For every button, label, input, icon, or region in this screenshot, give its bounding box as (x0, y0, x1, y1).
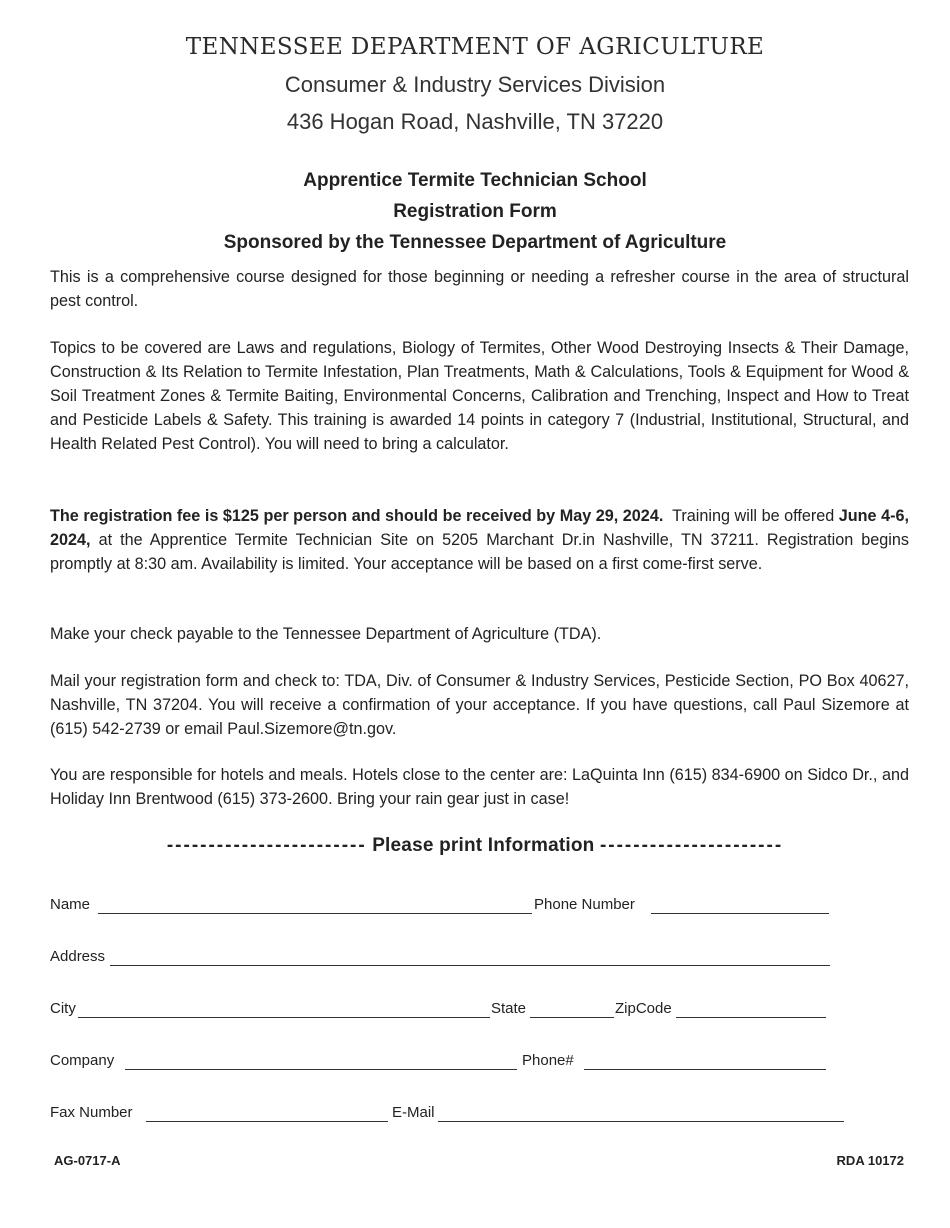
sponsor-title: Sponsored by the Tennessee Department of Agriculture (223, 232, 727, 253)
phone2-field[interactable] (584, 1069, 826, 1070)
fee-text-a: Training will be offered (672, 507, 835, 525)
divider-dashes-left: ------------------------ (166, 835, 367, 856)
fax-number-field[interactable] (146, 1121, 388, 1122)
form-code-left: AG-0717-A (54, 1153, 121, 1168)
form-title: Registration Form (393, 201, 557, 222)
check-paragraph: Make your check payable to the Tennessee Department of Agriculture (TDA). (50, 625, 602, 643)
intro-paragraph: This is a comprehensive course designed for those beginning or needing a refresher course in the area of structural pest control. (50, 268, 909, 310)
fax-number-label: Fax Number (50, 1104, 133, 1121)
address-row (50, 948, 850, 972)
fee-text-b: at the Apprentice Termite Technician Site on 5205 Marchant Dr.in Nashville, TN 37211. Registration begins promptly at 8:30 am. Availability is limited. Your acceptance will be based on a first come-first serve. (50, 531, 909, 573)
divider-label: Please print Information (372, 835, 595, 856)
address-field[interactable] (110, 965, 830, 966)
fax-email-row (50, 1104, 850, 1128)
topics-paragraph: Topics to be covered are Laws and regulations, Biology of Termites, Other Wood Destroying Insects & Their Damage, Construction & Its Relation to Termite Infestation, Plan Treatments, Math & Calculations, Tools & Equipment for Wood & Soil Treatment Zones & Termite Baiting, Environmental Concerns, Calibration and Trenching, Inspect and How to Treat and Pesticide Labels & Safety. This training is awarded 14 points in category 7 (Industrial, Institutional, Structural, and Health Related Pest Control). You will need to bring a calculator. (50, 339, 909, 453)
divider-dashes-right: ---------------------- (599, 835, 784, 856)
division-name: Consumer & Industry Services Division (284, 72, 666, 97)
print-info-divider (0, 835, 950, 857)
school-title: Apprentice Termite Technician School (303, 170, 647, 191)
email-field[interactable] (438, 1121, 844, 1122)
name-phone-row (50, 896, 850, 920)
phone-number-label: Phone Number (534, 896, 635, 913)
state-label: State (491, 1000, 527, 1017)
phone2-label: Phone# (522, 1052, 574, 1069)
city-state-zip-row (50, 1000, 850, 1024)
company-label: Company (50, 1052, 115, 1069)
city-label: City (50, 1000, 76, 1017)
city-field[interactable] (78, 1017, 490, 1018)
zipcode-label: ZipCode (615, 1000, 672, 1017)
mail-paragraph: Mail your registration form and check to: TDA, Div. of Consumer & Industry Services, Pesticide Section, PO Box 40627, Nashville, TN 37204. You will receive a confirmation of your acceptance. If you have questions, call Paul Sizemore at (615) 542-2739 or email Paul.Sizemore@tn.gov. (50, 672, 909, 738)
company-field[interactable] (125, 1069, 517, 1070)
phone-number-field[interactable] (651, 913, 829, 914)
agency-address: 436 Hogan Road, Nashville, TN 37220 (286, 109, 664, 134)
name-label: Name (50, 896, 91, 913)
name-field[interactable] (98, 913, 532, 914)
agency-name: TENNESSEE DEPARTMENT OF AGRICULTURE (185, 34, 765, 60)
state-field[interactable] (530, 1017, 614, 1018)
email-label: E-Mail (392, 1104, 435, 1121)
fee-statement: The registration fee is $125 per person and should be received by May 29, 2024. (50, 507, 664, 525)
address-label: Address (50, 948, 106, 965)
form-code-right: RDA 10172 (836, 1153, 904, 1168)
zipcode-field[interactable] (676, 1017, 826, 1018)
training-dates: June 4-6, 2024, (50, 507, 909, 549)
fee-paragraph (50, 504, 909, 576)
company-phone-row (50, 1052, 850, 1076)
hotels-paragraph: You are responsible for hotels and meals. Hotels close to the center are: LaQuinta Inn (615) 834-6900 on Sidco Dr., and Holiday Inn Brentwood (615) 373-2600. Bring your rain gear just in case! (50, 766, 909, 808)
